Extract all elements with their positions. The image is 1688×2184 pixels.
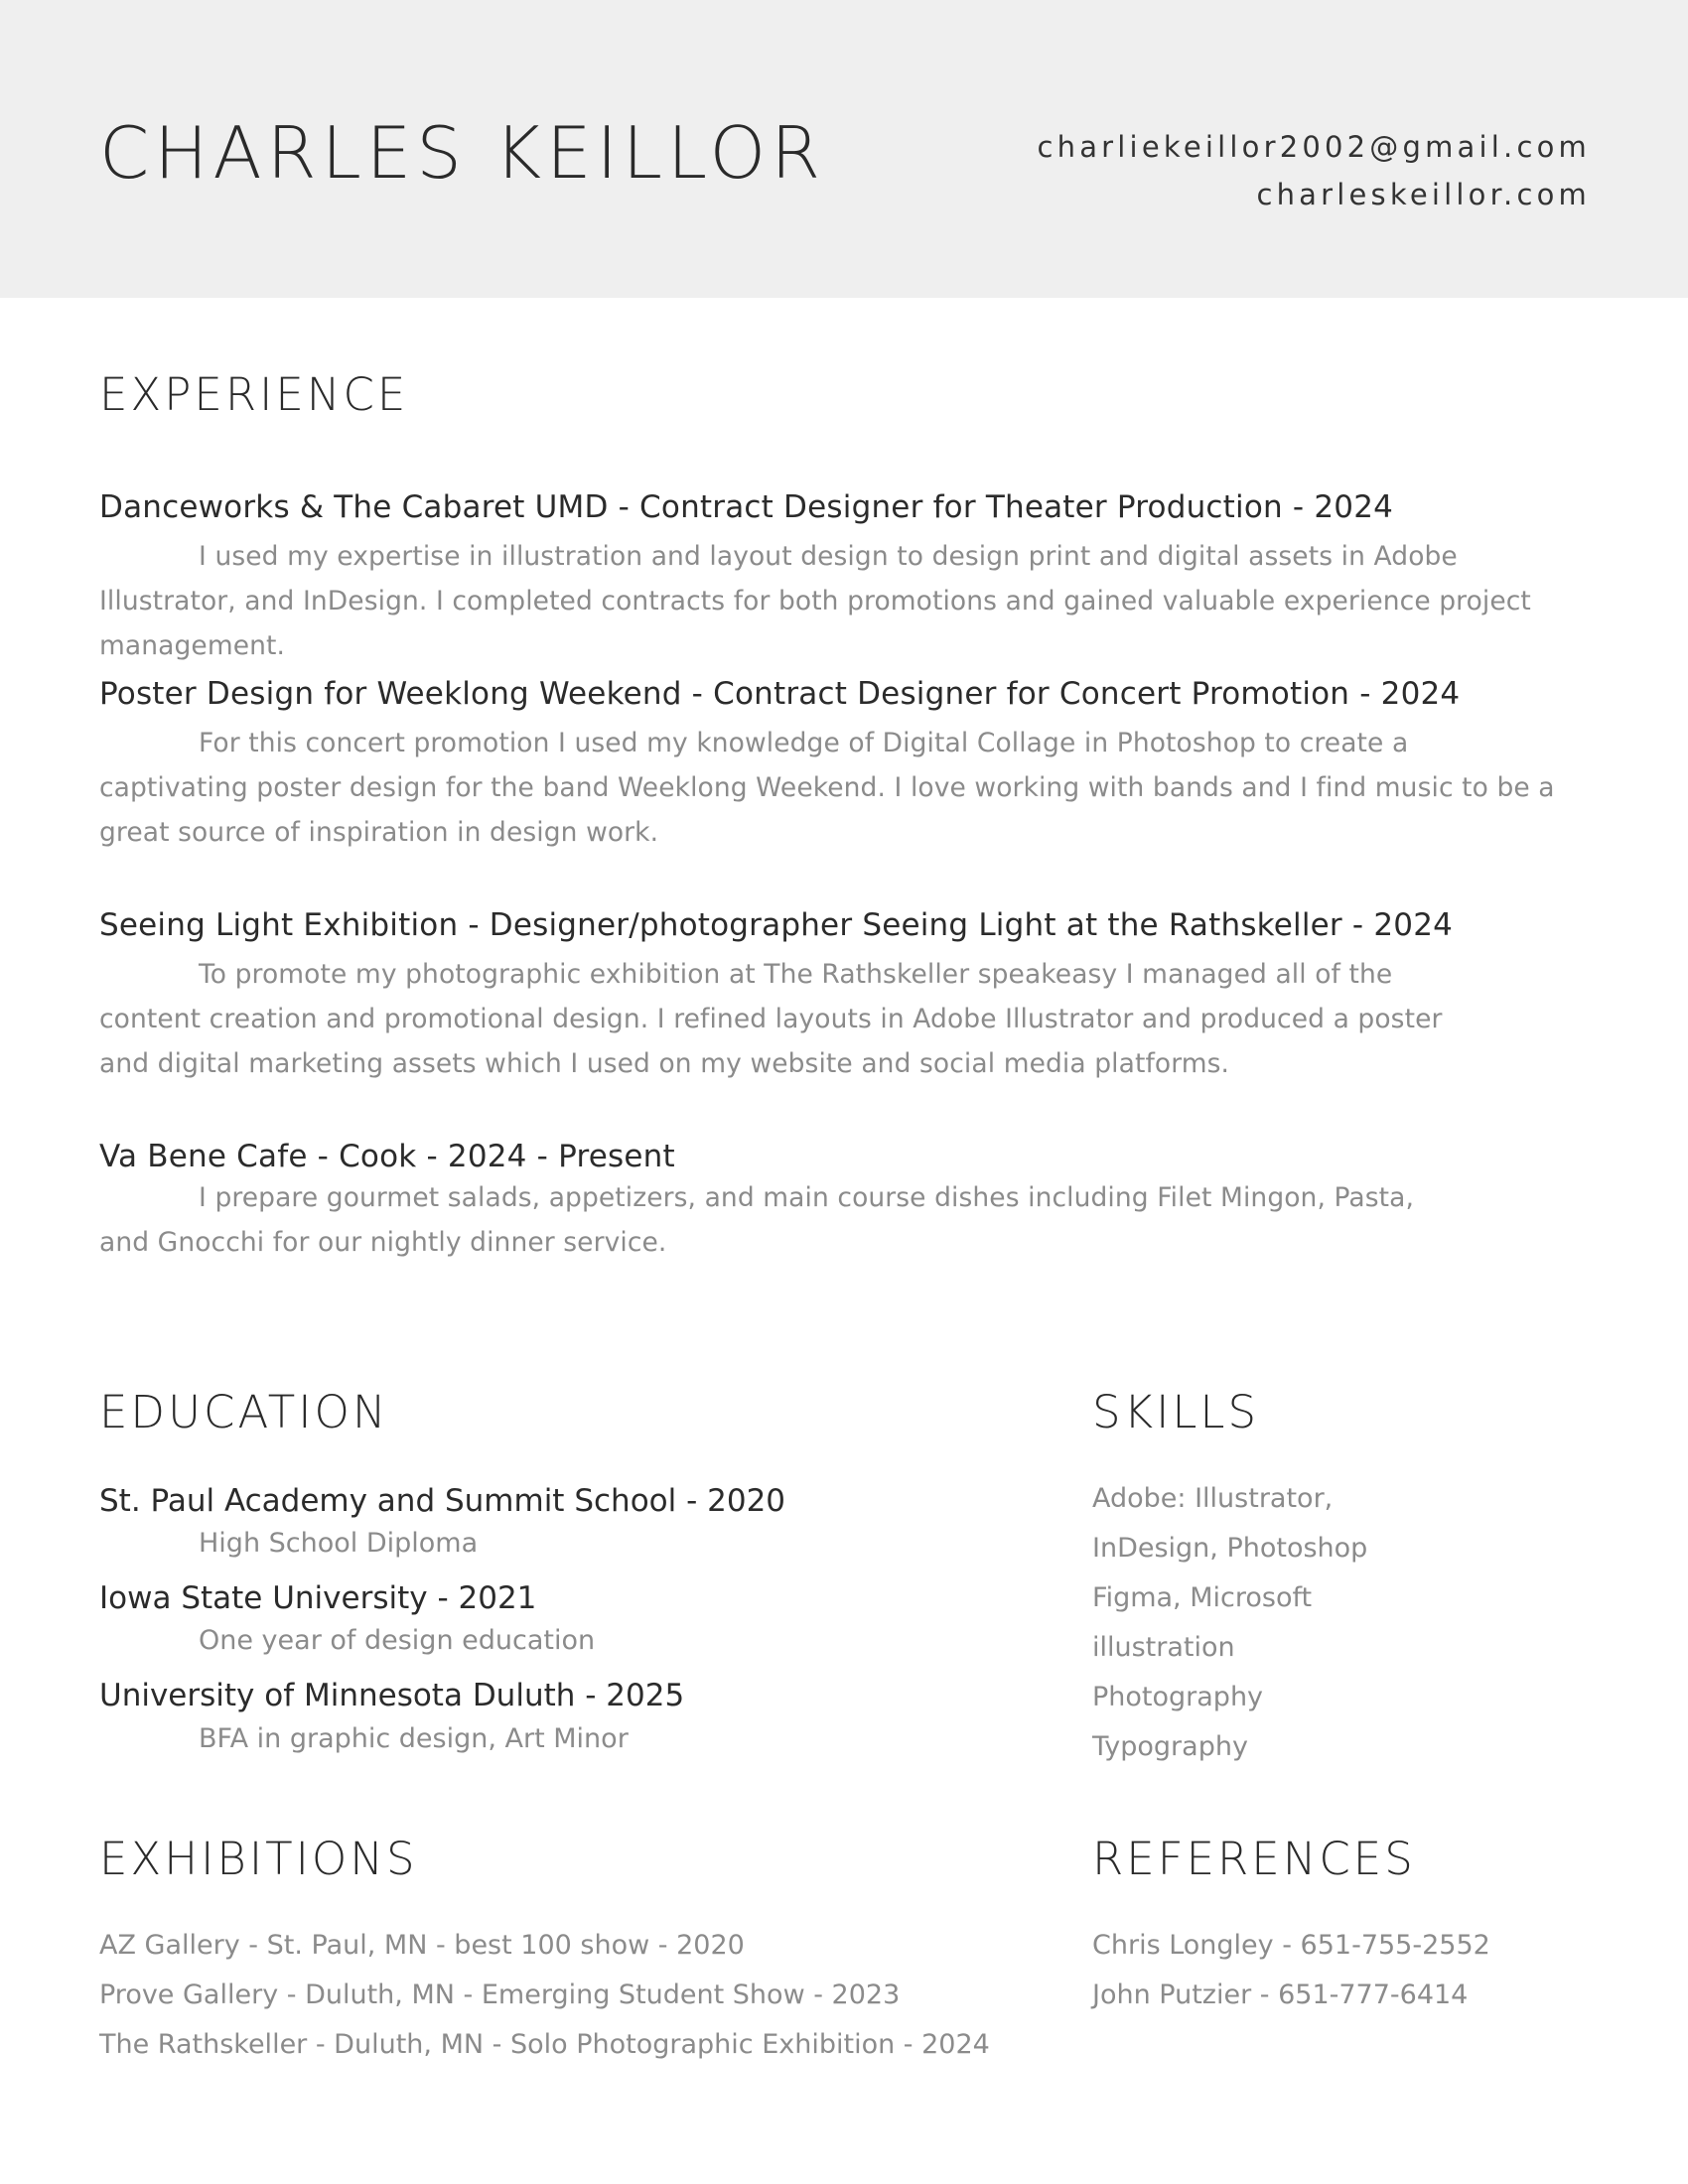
job-description: I used my expertise in illustration and layout design to design print and digital assets in Adobe Illustrator, and InDesign. I completed contracts for both promotions and gained valuable experience project management. xyxy=(99,541,1531,662)
candidate-name: CHARLES KEILLOR xyxy=(99,111,826,195)
experience-item xyxy=(99,676,1559,855)
experience-item xyxy=(99,907,1454,1086)
reference-item: John Putzier - 651-777-6414 xyxy=(1092,1979,1469,2010)
education-school: Iowa State University - 2021 xyxy=(99,1580,537,1617)
skills-heading: SKILLS xyxy=(1092,1386,1260,1438)
job-description: To promote my photographic exhibition at The Rathskeller speakeasy I managed all of the content creation and promotional design. I refined layouts in Adobe Illustrator and produced a poster and digital marketing assets which I used on my website and social media platforms. xyxy=(99,959,1443,1080)
education-detail: One year of design education xyxy=(199,1625,596,1657)
skill-item: Photography xyxy=(1092,1682,1264,1712)
skill-item: Adobe: Illustrator, xyxy=(1092,1483,1334,1514)
skill-item: Figma, Microsoft xyxy=(1092,1582,1313,1613)
experience-item xyxy=(99,489,1539,668)
exhibitions-list xyxy=(99,1921,990,2070)
job-title: Poster Design for Weeklong Weekend - Contract Designer for Concert Promotion - 2024 xyxy=(99,676,1461,712)
job-title: Seeing Light Exhibition - Designer/photographer Seeing Light at the Rathskeller - 2024 xyxy=(99,907,1454,943)
job-title: Va Bene Cafe - Cook - 2024 - Present xyxy=(99,1139,675,1174)
skill-item: Typography xyxy=(1092,1731,1248,1762)
experience-heading: EXPERIENCE xyxy=(99,368,409,421)
skills-list xyxy=(1092,1474,1367,1772)
education-heading: EDUCATION xyxy=(99,1386,389,1438)
experience-item xyxy=(99,1139,1430,1265)
references-heading: REFERENCES xyxy=(1092,1833,1416,1885)
exhibition-item: AZ Gallery - St. Paul, MN - best 100 show - 2020 xyxy=(99,1930,745,1961)
job-description: For this concert promotion I used my knowledge of Digital Collage in Photoshop to create a captivating poster design for the band Weeklong Weekend. I love working with bands and I find music to be a great source of inspiration in design work. xyxy=(99,728,1555,849)
skill-item: illustration xyxy=(1092,1632,1235,1663)
education-school: St. Paul Academy and Summit School - 2020 xyxy=(99,1483,786,1519)
exhibitions-heading: EXHIBITIONS xyxy=(99,1833,418,1885)
skill-item: InDesign, Photoshop xyxy=(1092,1533,1368,1564)
references-list xyxy=(1092,1921,1490,2020)
exhibition-item: The Rathskeller - Duluth, MN - Solo Photographic Exhibition - 2024 xyxy=(99,2029,990,2060)
education-list xyxy=(99,1483,785,1776)
reference-item: Chris Longley - 651-755-2552 xyxy=(1092,1930,1490,1961)
education-school: University of Minnesota Duluth - 2025 xyxy=(99,1678,685,1714)
job-description: I prepare gourmet salads, appetizers, and main course dishes including Filet Mingon, Pasta, and Gnocchi for our nightly dinner service. xyxy=(99,1182,1414,1259)
website-link[interactable]: charleskeillor.com xyxy=(1256,178,1591,211)
education-detail: High School Diploma xyxy=(199,1528,479,1560)
contact-info xyxy=(1037,123,1591,218)
header-banner xyxy=(0,0,1688,298)
exhibition-item: Prove Gallery - Duluth, MN - Emerging Student Show - 2023 xyxy=(99,1979,901,2010)
education-detail: BFA in graphic design, Art Minor xyxy=(199,1722,629,1754)
email-link[interactable]: charliekeillor2002@gmail.com xyxy=(1037,130,1591,164)
job-title: Danceworks & The Cabaret UMD - Contract Designer for Theater Production - 2024 xyxy=(99,489,1394,525)
